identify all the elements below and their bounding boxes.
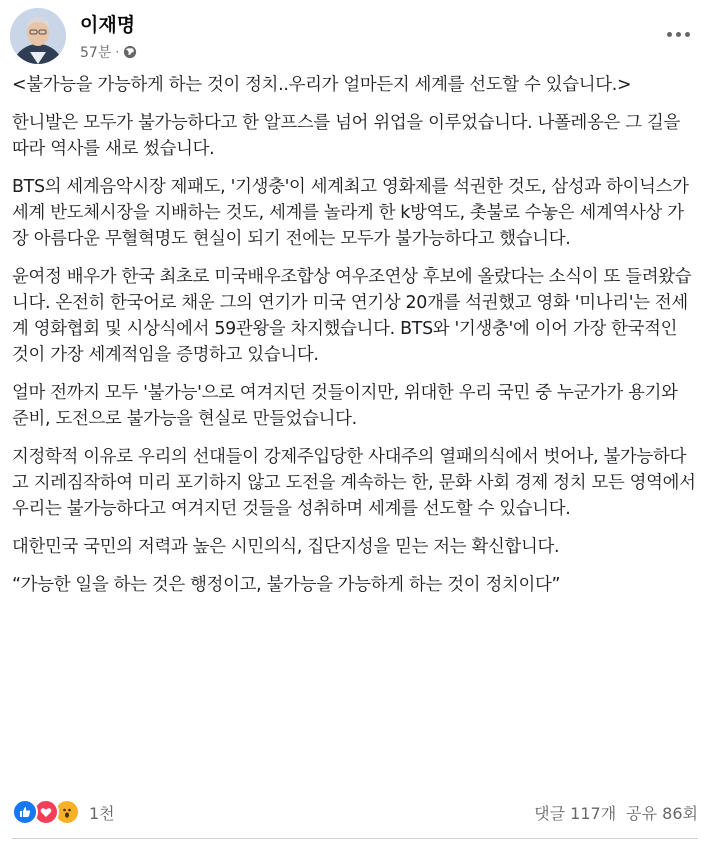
post-paragraph: 얼마 전까지 모두 '불가능'으로 여겨지던 것들이지만, 위대한 우리 국민 중 누군가가 용기와 준비, 도전으로 불가능을 현실로 만들었습니다. xyxy=(12,383,678,429)
reaction-count[interactable]: 1천 xyxy=(89,803,115,823)
post-paragraph: BTS의 세계음악시장 제패도, '기생충'이 세계최고 영화제를 석권한 것도, 삼성과 하이닉스가 세계 반도체시장을 지배하는 것도, 세계를 놀라게 한 k방역도, 촛불로 수놓은 세계역사상 가장 아름다운 무혈혁명도 현실이 되기 전에는 모두가 불가능하다고 했습니다. xyxy=(12,177,689,249)
post-meta xyxy=(80,42,137,62)
post-paragraph: <불가능을 가능하게 하는 것이 정치..우리가 얼마든지 세계를 선도할 수 있습니다.> xyxy=(12,75,632,95)
globe-icon[interactable] xyxy=(123,45,137,59)
post-body xyxy=(12,72,698,610)
shares-count[interactable]: 공유 86회 xyxy=(626,803,698,823)
more-dot xyxy=(676,32,681,37)
footer-divider xyxy=(12,838,698,839)
more-dot xyxy=(685,32,690,37)
meta-separator: · xyxy=(115,45,120,59)
more-dots-icon xyxy=(667,32,672,37)
more-options-button[interactable] xyxy=(660,16,696,52)
like-icon xyxy=(12,799,38,825)
post-time[interactable]: 57분 xyxy=(80,45,112,61)
post-footer xyxy=(12,796,698,828)
post-paragraph: 윤여정 배우가 한국 최초로 미국배우조합상 여우조연상 후보에 올랐다는 소식이 또 들려왔습니다. 온전히 한국어로 채운 그의 연기가 미국 연기상 20개를 석권했고 영화 '미나리'는 전세계 영화협회 및 시상식에서 59관왕을 차지했습니다. BTS와 '기생충'에 이어 가장 한국적인 것이 가장 세계적임을 증명하고 있습니다. xyxy=(12,267,692,365)
reactions-summary[interactable] xyxy=(12,799,115,825)
author-name[interactable]: 이재명 xyxy=(80,14,136,36)
profile-photo xyxy=(10,8,66,64)
avatar[interactable] xyxy=(10,8,66,64)
post-stats xyxy=(534,801,698,824)
post-paragraph: 한니발은 모두가 불가능하다고 한 알프스를 넘어 위업을 이루었습니다. 나폴레옹은 그 길을 따라 역사를 새로 썼습니다. xyxy=(12,113,680,159)
post-paragraph: “가능한 일을 하는 것은 행정이고, 불가능을 가능하게 하는 것이 정치이다” xyxy=(12,575,561,595)
post-header xyxy=(10,6,700,66)
post-paragraph: 지정학적 이유로 우리의 선대들이 강제주입당한 사대주의 열패의식에서 벗어나, 불가능하다고 지레짐작하여 미리 포기하지 않고 도전을 계속하는 한, 문화 사회 경제 정치 모든 영역에서 우리는 불가능하다고 여겨지던 것들을 성취하며 세계를 선도할 수 있습니다. xyxy=(12,447,696,519)
comments-count[interactable]: 댓글 117개 xyxy=(534,803,617,823)
post-paragraph: 대한민국 국민의 저력과 높은 시민의식, 집단지성을 믿는 저는 확신합니다. xyxy=(12,537,560,557)
